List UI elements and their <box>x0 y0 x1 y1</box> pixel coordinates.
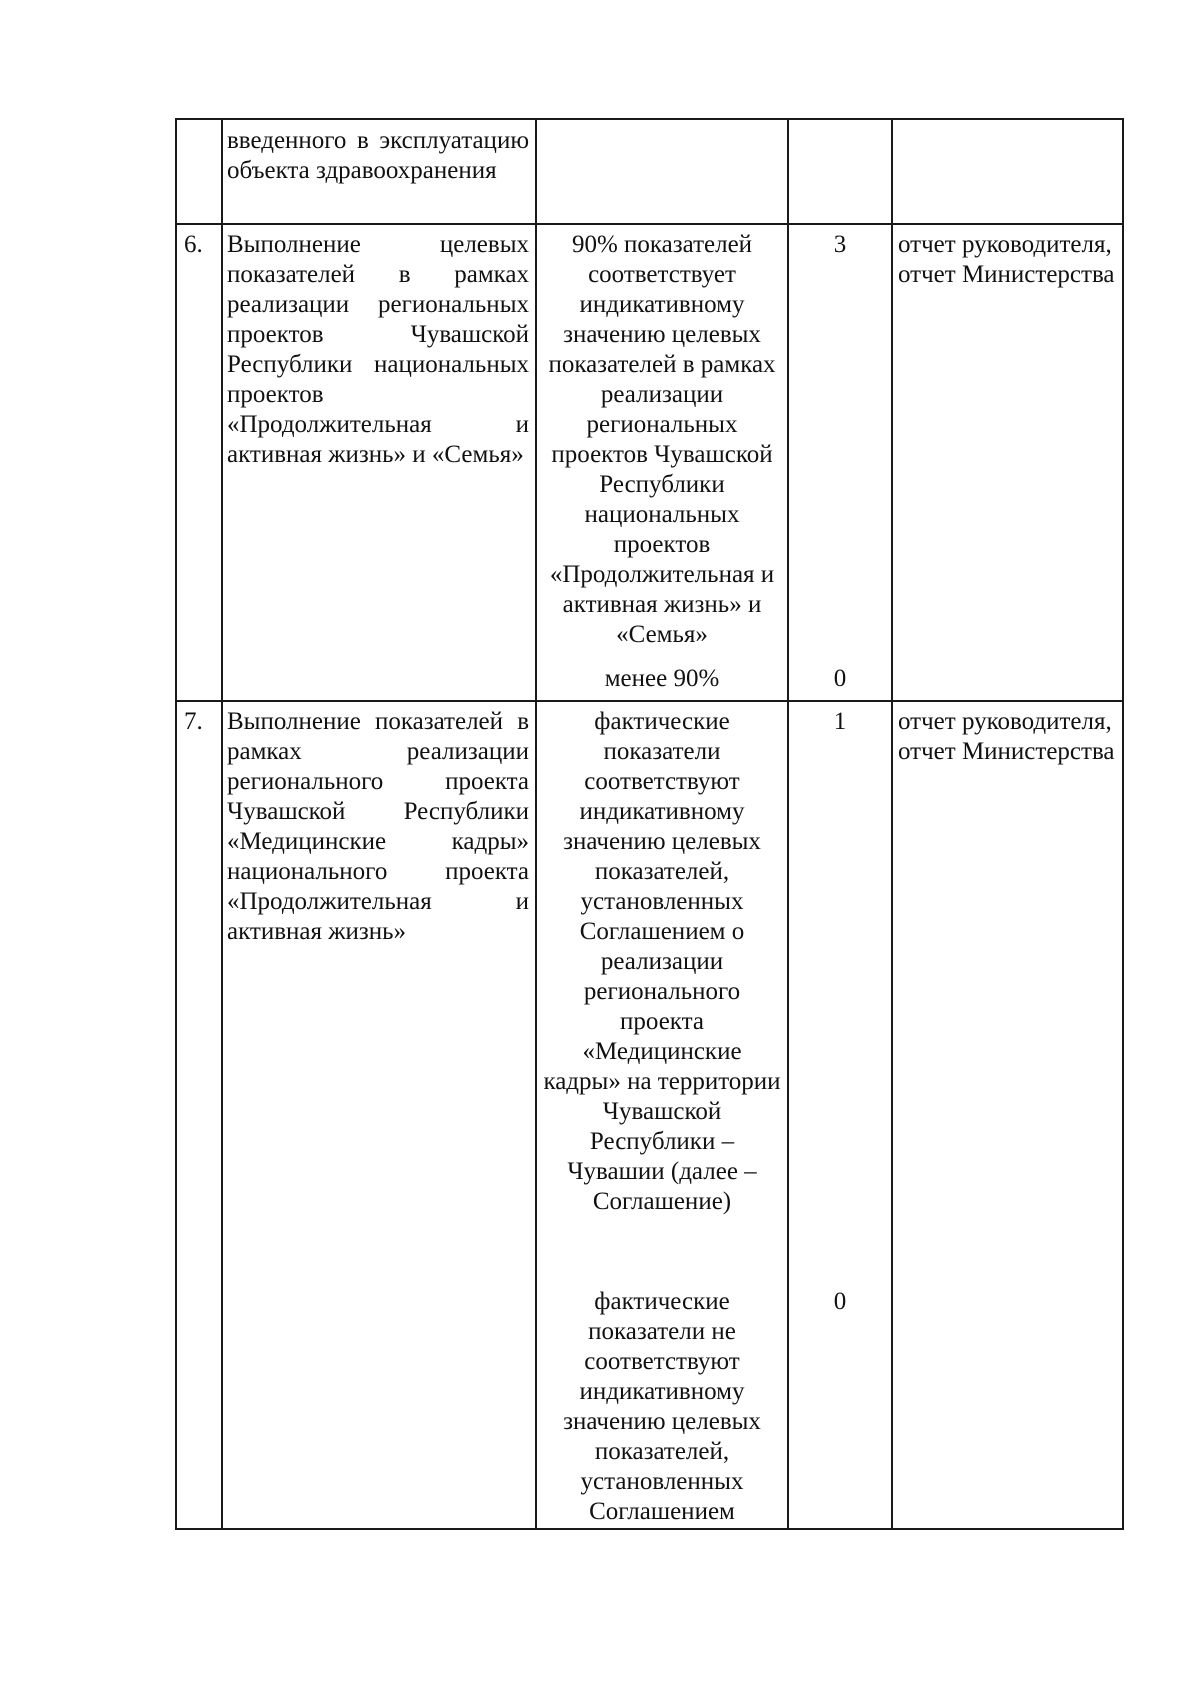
table-border-bottom <box>175 1528 1124 1530</box>
col-line-4 <box>891 118 893 1530</box>
row7-source: отчет руководителя, отчет Министерства <box>898 708 1115 765</box>
row6-score-1: 3 <box>833 231 847 258</box>
row7-score-2: 0 <box>833 1288 847 1315</box>
row-divider-6 <box>175 223 1124 225</box>
col-line-5 <box>1122 118 1124 1530</box>
row7-number: 7. <box>184 708 203 735</box>
col-line-1 <box>221 118 223 1530</box>
row-continued-description: введенного в эксплуатацию объекта здравоохранения <box>227 127 529 184</box>
row6-source: отчет руководителя, отчет Министерства <box>898 231 1115 288</box>
row6-criterion-1: 90% показателей соответствует индикативному значению целевых показателей в рамках реализации региональных проектов Чувашской Республики национальных проектов «Продолжительная и активная жизнь» и «Семья» <box>548 231 776 648</box>
row7-criterion-1: фактические показатели соответствуют индикативному значению целевых показателей, установленных Соглашением о реализации регионального проекта «Медицинские кадры» на территории Чувашской Республики – Чувашии (далее – Соглашение) <box>543 708 781 1215</box>
row7-score-1: 1 <box>833 708 847 735</box>
row6-number: 6. <box>184 231 203 258</box>
row6-description: Выполнение целевых показателей в рамках реализации региональных проектов Чувашской Республики национальных проектов «Продолжительная и активная жизнь» и «Семья» <box>227 231 529 468</box>
row-divider-7 <box>175 700 1124 702</box>
col-line-0 <box>175 118 177 1530</box>
row7-description: Выполнение показателей в рамках реализации регионального проекта Чувашской Республики «Медицинские кадры» национального проекта «Продолжительная и активная жизнь» <box>227 708 529 945</box>
row6-criterion-2: менее 90% <box>604 665 720 692</box>
row7-criterion-2: фактические показатели не соответствуют индикативному значению целевых показателей, установленных Соглашением <box>563 1288 761 1525</box>
col-line-3 <box>787 118 789 1530</box>
table-border-top <box>175 118 1124 120</box>
row6-score-2: 0 <box>833 665 847 692</box>
col-line-2 <box>535 118 537 1530</box>
